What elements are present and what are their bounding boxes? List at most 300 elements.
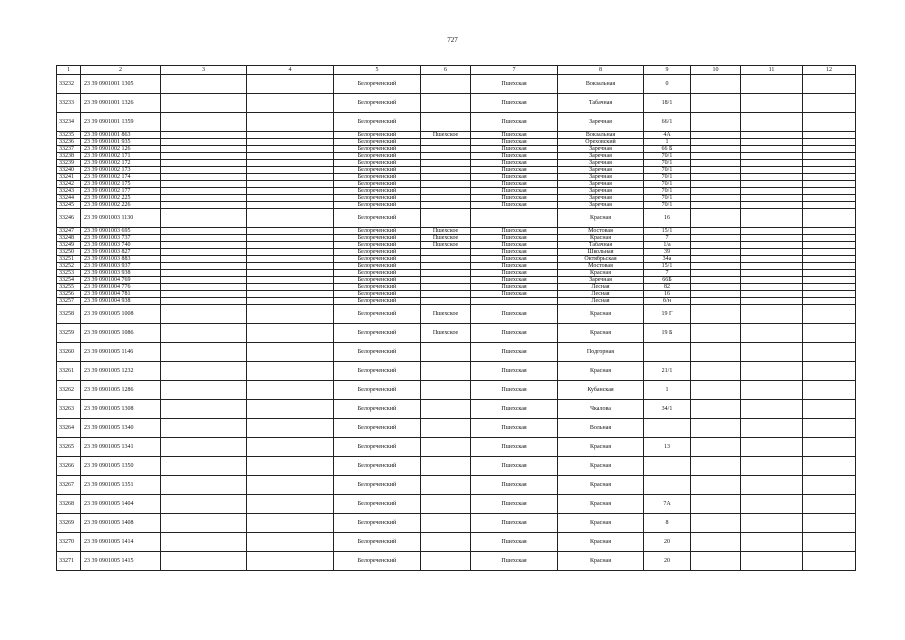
table-cell bbox=[421, 94, 471, 113]
table-cell: Белореченский bbox=[334, 75, 421, 94]
table-row bbox=[57, 438, 856, 457]
table-cell bbox=[803, 160, 856, 167]
table-cell: 70/1 bbox=[644, 153, 691, 160]
table-cell: 33261 bbox=[57, 362, 81, 381]
table-cell bbox=[691, 552, 741, 571]
table-cell: Пшехская bbox=[471, 277, 558, 284]
table-cell: Пшехская bbox=[471, 362, 558, 381]
table-cell bbox=[741, 235, 803, 242]
table-cell bbox=[161, 195, 247, 202]
column-header: 3 bbox=[161, 66, 247, 75]
table-cell: 16 bbox=[644, 291, 691, 298]
table-cell bbox=[471, 298, 558, 305]
table-cell bbox=[161, 438, 247, 457]
table-cell bbox=[421, 263, 471, 270]
table-cell: 33249 bbox=[57, 242, 81, 249]
table-cell: Заречная bbox=[558, 277, 644, 284]
table-cell bbox=[741, 160, 803, 167]
table-cell bbox=[803, 495, 856, 514]
table-cell: Пшехская bbox=[471, 188, 558, 195]
table-cell bbox=[741, 256, 803, 263]
table-cell bbox=[803, 284, 856, 291]
table-cell bbox=[803, 362, 856, 381]
table-cell: Красная bbox=[558, 324, 644, 343]
table-cell: 33258 bbox=[57, 305, 81, 324]
table-cell: Белореченский bbox=[334, 343, 421, 362]
table-cell bbox=[421, 457, 471, 476]
table-cell bbox=[247, 533, 334, 552]
table-row bbox=[57, 381, 856, 400]
table-cell bbox=[803, 228, 856, 235]
table-cell bbox=[741, 209, 803, 228]
table-cell: 23 39 0901004 938 bbox=[81, 298, 161, 305]
table-cell: Красная bbox=[558, 457, 644, 476]
table-cell bbox=[803, 153, 856, 160]
table-cell: Пшехская bbox=[471, 181, 558, 188]
table-cell: 23 39 0901005 1286 bbox=[81, 381, 161, 400]
table-cell bbox=[741, 298, 803, 305]
table-cell bbox=[161, 495, 247, 514]
table-cell: 34/1 bbox=[644, 400, 691, 419]
table-cell: Заречная bbox=[558, 160, 644, 167]
table-cell: Вольная bbox=[558, 419, 644, 438]
column-header: 11 bbox=[741, 66, 803, 75]
table-cell bbox=[644, 419, 691, 438]
table-cell bbox=[247, 457, 334, 476]
table-cell bbox=[161, 400, 247, 419]
table-cell bbox=[803, 277, 856, 284]
table-cell bbox=[161, 263, 247, 270]
table-row bbox=[57, 284, 856, 291]
table-cell: Пшехская bbox=[471, 139, 558, 146]
table-cell: Мостовая bbox=[558, 228, 644, 235]
table-cell: Красная bbox=[558, 552, 644, 571]
table-cell bbox=[421, 533, 471, 552]
table-cell: 33254 bbox=[57, 277, 81, 284]
table-cell bbox=[161, 139, 247, 146]
table-cell bbox=[803, 242, 856, 249]
table-cell bbox=[691, 235, 741, 242]
table-cell bbox=[247, 362, 334, 381]
table-cell: 20 bbox=[644, 533, 691, 552]
table-cell: 33235 bbox=[57, 132, 81, 139]
table-cell: Красная bbox=[558, 533, 644, 552]
table-row bbox=[57, 188, 856, 195]
table-cell: 23 39 0901005 1340 bbox=[81, 419, 161, 438]
table-cell bbox=[691, 305, 741, 324]
table-cell: 0 bbox=[644, 75, 691, 94]
table-body bbox=[57, 75, 856, 571]
table-cell: 23 39 0901003 938 bbox=[81, 270, 161, 277]
table-cell bbox=[803, 174, 856, 181]
table-cell bbox=[247, 195, 334, 202]
column-header: 7 bbox=[471, 66, 558, 75]
table-cell: 1/а bbox=[644, 242, 691, 249]
table-cell: Пшехская bbox=[471, 514, 558, 533]
table-cell bbox=[421, 343, 471, 362]
table-cell: Заречная bbox=[558, 146, 644, 153]
table-cell bbox=[247, 181, 334, 188]
column-header: 12 bbox=[803, 66, 856, 75]
table-cell bbox=[691, 263, 741, 270]
table-cell: 23 39 0901005 1404 bbox=[81, 495, 161, 514]
table-cell: 33263 bbox=[57, 400, 81, 419]
table-cell bbox=[471, 209, 558, 228]
table-cell: Лесная bbox=[558, 291, 644, 298]
table-cell: 70/1 bbox=[644, 174, 691, 181]
table-cell: Пшехская bbox=[471, 256, 558, 263]
table-cell: Белореченский bbox=[334, 202, 421, 209]
table-cell bbox=[741, 400, 803, 419]
table-cell: 19 Б bbox=[644, 324, 691, 343]
table-cell: 33259 bbox=[57, 324, 81, 343]
table-cell: 1 bbox=[644, 139, 691, 146]
table-cell: Белореченский bbox=[334, 132, 421, 139]
table-cell bbox=[803, 457, 856, 476]
table-cell: Белореченский bbox=[334, 419, 421, 438]
table-cell: Лесная bbox=[558, 284, 644, 291]
table-cell bbox=[247, 263, 334, 270]
table-cell: Пшехская bbox=[471, 291, 558, 298]
table-cell bbox=[421, 495, 471, 514]
table-row bbox=[57, 174, 856, 181]
table-cell: Белореченский bbox=[334, 188, 421, 195]
table-cell bbox=[741, 291, 803, 298]
table-cell: 23 39 0901002 173 bbox=[81, 167, 161, 174]
table-cell bbox=[161, 132, 247, 139]
table-cell bbox=[741, 181, 803, 188]
table-cell bbox=[421, 153, 471, 160]
table-cell bbox=[247, 174, 334, 181]
table-cell: Пшехская bbox=[471, 419, 558, 438]
table-cell: 23 39 0901001 863 bbox=[81, 132, 161, 139]
table-cell bbox=[247, 305, 334, 324]
table-cell bbox=[161, 146, 247, 153]
table-cell: 33246 bbox=[57, 209, 81, 228]
table-cell: Белореченский bbox=[334, 476, 421, 495]
table-cell bbox=[803, 249, 856, 256]
table-cell: Пшехская bbox=[471, 160, 558, 167]
table-cell: Табачная bbox=[558, 94, 644, 113]
table-cell bbox=[421, 381, 471, 400]
table-cell: 33260 bbox=[57, 343, 81, 362]
table-cell: 70/1 bbox=[644, 195, 691, 202]
table-cell bbox=[247, 343, 334, 362]
table-row bbox=[57, 362, 856, 381]
table-cell bbox=[247, 256, 334, 263]
table-cell bbox=[644, 457, 691, 476]
table-cell: 1 bbox=[644, 381, 691, 400]
column-header: 10 bbox=[691, 66, 741, 75]
table-row bbox=[57, 514, 856, 533]
table-cell: Ореховский bbox=[558, 139, 644, 146]
table-cell: Заречная bbox=[558, 113, 644, 132]
table-cell bbox=[161, 167, 247, 174]
table-cell bbox=[421, 298, 471, 305]
table-cell: 23 39 0901001 1359 bbox=[81, 113, 161, 132]
table-cell bbox=[741, 75, 803, 94]
table-cell: 23 39 0901003 695 bbox=[81, 228, 161, 235]
table-cell bbox=[691, 270, 741, 277]
table-cell bbox=[803, 75, 856, 94]
table-cell bbox=[691, 324, 741, 343]
table-cell: 23 39 0901003 827 bbox=[81, 249, 161, 256]
table-cell: Пшехская bbox=[471, 195, 558, 202]
table-cell bbox=[247, 476, 334, 495]
table-cell: Белореченский bbox=[334, 362, 421, 381]
table-cell bbox=[161, 209, 247, 228]
table-cell: Пшехское bbox=[421, 305, 471, 324]
table-cell bbox=[247, 153, 334, 160]
table-row bbox=[57, 249, 856, 256]
table-cell bbox=[691, 419, 741, 438]
table-cell bbox=[691, 139, 741, 146]
table-cell: Белореченский bbox=[334, 195, 421, 202]
table-cell: 23 39 0901005 1350 bbox=[81, 457, 161, 476]
table-cell bbox=[161, 94, 247, 113]
table-cell bbox=[803, 291, 856, 298]
table-cell: Чкалова bbox=[558, 400, 644, 419]
table-cell: Пшехская bbox=[471, 343, 558, 362]
table-cell: 33238 bbox=[57, 153, 81, 160]
table-cell bbox=[803, 305, 856, 324]
table-cell bbox=[691, 249, 741, 256]
table-row bbox=[57, 195, 856, 202]
table-row bbox=[57, 263, 856, 270]
table-cell: Пшехская bbox=[471, 228, 558, 235]
table-cell: 33248 bbox=[57, 235, 81, 242]
table-cell bbox=[691, 533, 741, 552]
table-cell bbox=[247, 188, 334, 195]
table-cell: 4А bbox=[644, 132, 691, 139]
table-cell bbox=[741, 202, 803, 209]
table-cell: 18/1 bbox=[644, 94, 691, 113]
table-cell bbox=[741, 249, 803, 256]
table-cell bbox=[247, 242, 334, 249]
table-cell: Красная bbox=[558, 476, 644, 495]
table-cell bbox=[741, 146, 803, 153]
table-cell: Белореченский bbox=[334, 256, 421, 263]
table-cell bbox=[741, 188, 803, 195]
table-cell bbox=[247, 209, 334, 228]
table-cell bbox=[247, 270, 334, 277]
table-cell bbox=[803, 476, 856, 495]
table-cell: Пшехская bbox=[471, 381, 558, 400]
table-cell: Октябрьская bbox=[558, 256, 644, 263]
table-cell: Вокзальная bbox=[558, 75, 644, 94]
table-cell bbox=[421, 476, 471, 495]
table-cell: Заречная bbox=[558, 181, 644, 188]
table-row bbox=[57, 533, 856, 552]
table-cell bbox=[161, 153, 247, 160]
table-cell bbox=[803, 132, 856, 139]
table-cell: Пшехское bbox=[421, 235, 471, 242]
table-cell bbox=[421, 167, 471, 174]
table-cell bbox=[247, 139, 334, 146]
table-cell bbox=[247, 419, 334, 438]
table-cell bbox=[691, 75, 741, 94]
table-cell bbox=[691, 132, 741, 139]
table-cell: 33239 bbox=[57, 160, 81, 167]
table-cell bbox=[247, 495, 334, 514]
table-cell: 23 39 0901005 1232 bbox=[81, 362, 161, 381]
table-cell: Пшехская bbox=[471, 284, 558, 291]
table-row bbox=[57, 167, 856, 174]
table-cell bbox=[247, 228, 334, 235]
table-cell bbox=[421, 249, 471, 256]
table-cell: Белореченский bbox=[334, 533, 421, 552]
table-cell: Пшехская bbox=[471, 495, 558, 514]
table-cell bbox=[741, 381, 803, 400]
table-cell: Белореченский bbox=[334, 400, 421, 419]
table-cell: Красная bbox=[558, 362, 644, 381]
table-cell: 33241 bbox=[57, 174, 81, 181]
table-row bbox=[57, 94, 856, 113]
table-cell bbox=[644, 343, 691, 362]
table-cell: Пшехская bbox=[471, 94, 558, 113]
table-cell: Белореченский bbox=[334, 209, 421, 228]
table-cell bbox=[421, 160, 471, 167]
table-cell: 23 39 0901002 177 bbox=[81, 188, 161, 195]
table-cell bbox=[161, 277, 247, 284]
table-row bbox=[57, 113, 856, 132]
table-cell: Красная bbox=[558, 305, 644, 324]
table-cell bbox=[421, 277, 471, 284]
table-row bbox=[57, 228, 856, 235]
table-cell bbox=[691, 153, 741, 160]
table-row bbox=[57, 270, 856, 277]
table-row bbox=[57, 419, 856, 438]
table-cell: Белореченский bbox=[334, 270, 421, 277]
table-cell bbox=[803, 181, 856, 188]
page-number: 727 bbox=[447, 36, 458, 44]
table-row bbox=[57, 256, 856, 263]
table-cell: 23 39 0901005 1351 bbox=[81, 476, 161, 495]
table-cell bbox=[691, 113, 741, 132]
table-cell: Пшехская bbox=[471, 174, 558, 181]
table-cell: Красная bbox=[558, 495, 644, 514]
table-cell bbox=[161, 552, 247, 571]
table-cell: 33250 bbox=[57, 249, 81, 256]
table-cell bbox=[741, 552, 803, 571]
table-cell: 23 39 0901001 1326 bbox=[81, 94, 161, 113]
table-cell: Вокзальная bbox=[558, 132, 644, 139]
table-cell bbox=[161, 202, 247, 209]
table-cell bbox=[803, 438, 856, 457]
table-cell: 13 bbox=[644, 438, 691, 457]
table-cell bbox=[421, 284, 471, 291]
table-cell: Заречная bbox=[558, 202, 644, 209]
table-cell: Пшехская bbox=[471, 400, 558, 419]
table-cell: 7 bbox=[644, 270, 691, 277]
table-cell bbox=[421, 195, 471, 202]
table-row bbox=[57, 277, 856, 284]
table-row bbox=[57, 400, 856, 419]
table-cell bbox=[421, 552, 471, 571]
table-cell: Белореченский bbox=[334, 113, 421, 132]
table-row bbox=[57, 476, 856, 495]
table-cell bbox=[803, 400, 856, 419]
table-row bbox=[57, 457, 856, 476]
table-cell: Пшехская bbox=[471, 113, 558, 132]
table-cell: 33240 bbox=[57, 167, 81, 174]
table-cell: Белореченский bbox=[334, 139, 421, 146]
table-cell bbox=[741, 94, 803, 113]
table-cell: Красная bbox=[558, 270, 644, 277]
table-cell bbox=[741, 242, 803, 249]
table-cell bbox=[247, 291, 334, 298]
table-row bbox=[57, 242, 856, 249]
table-cell: Пшехская bbox=[471, 263, 558, 270]
table-cell bbox=[161, 249, 247, 256]
table-cell bbox=[247, 160, 334, 167]
table-cell: 23 39 0901003 740 bbox=[81, 242, 161, 249]
table-cell: 33265 bbox=[57, 438, 81, 457]
header-row bbox=[57, 66, 856, 75]
table-cell: 7А bbox=[644, 495, 691, 514]
table-cell: 66 Б bbox=[644, 146, 691, 153]
table-cell: Белореченский bbox=[334, 284, 421, 291]
table-cell bbox=[691, 277, 741, 284]
column-header: 2 bbox=[81, 66, 161, 75]
table-cell: Табачная bbox=[558, 242, 644, 249]
table-cell bbox=[741, 324, 803, 343]
table-cell bbox=[691, 495, 741, 514]
table-cell: Лесная bbox=[558, 298, 644, 305]
table-cell bbox=[161, 174, 247, 181]
table-cell bbox=[691, 284, 741, 291]
table-cell: 23 39 0901002 225 bbox=[81, 195, 161, 202]
table-cell bbox=[161, 235, 247, 242]
table-cell: Белореченский bbox=[334, 263, 421, 270]
table-row bbox=[57, 495, 856, 514]
table-cell: 15/1 bbox=[644, 263, 691, 270]
table-cell: 70/1 bbox=[644, 181, 691, 188]
table-cell bbox=[644, 476, 691, 495]
table-row bbox=[57, 235, 856, 242]
table-cell bbox=[741, 476, 803, 495]
table-cell: Белореченский bbox=[334, 438, 421, 457]
table-cell bbox=[741, 277, 803, 284]
table-cell bbox=[421, 181, 471, 188]
table-cell bbox=[691, 362, 741, 381]
table-cell bbox=[741, 419, 803, 438]
table-cell bbox=[247, 400, 334, 419]
table-cell bbox=[421, 438, 471, 457]
table-cell: Белореченский bbox=[334, 495, 421, 514]
table-cell bbox=[247, 202, 334, 209]
table-cell: Белореченский bbox=[334, 167, 421, 174]
table-cell: Пшехская bbox=[471, 75, 558, 94]
table-cell bbox=[803, 139, 856, 146]
table-cell bbox=[741, 132, 803, 139]
table-cell bbox=[421, 146, 471, 153]
table-cell bbox=[247, 438, 334, 457]
table-cell: 33233 bbox=[57, 94, 81, 113]
table-cell bbox=[421, 419, 471, 438]
column-header: 5 bbox=[334, 66, 421, 75]
table-cell: Белореченский bbox=[334, 277, 421, 284]
table-cell bbox=[691, 146, 741, 153]
table-cell bbox=[421, 514, 471, 533]
table-cell bbox=[691, 242, 741, 249]
table-cell: Красная bbox=[558, 438, 644, 457]
table-cell: 33253 bbox=[57, 270, 81, 277]
table-cell: 23 39 0901005 1146 bbox=[81, 343, 161, 362]
table-cell: Заречная bbox=[558, 167, 644, 174]
table-cell: 33267 bbox=[57, 476, 81, 495]
table-cell: 23 39 0901002 226 bbox=[81, 202, 161, 209]
